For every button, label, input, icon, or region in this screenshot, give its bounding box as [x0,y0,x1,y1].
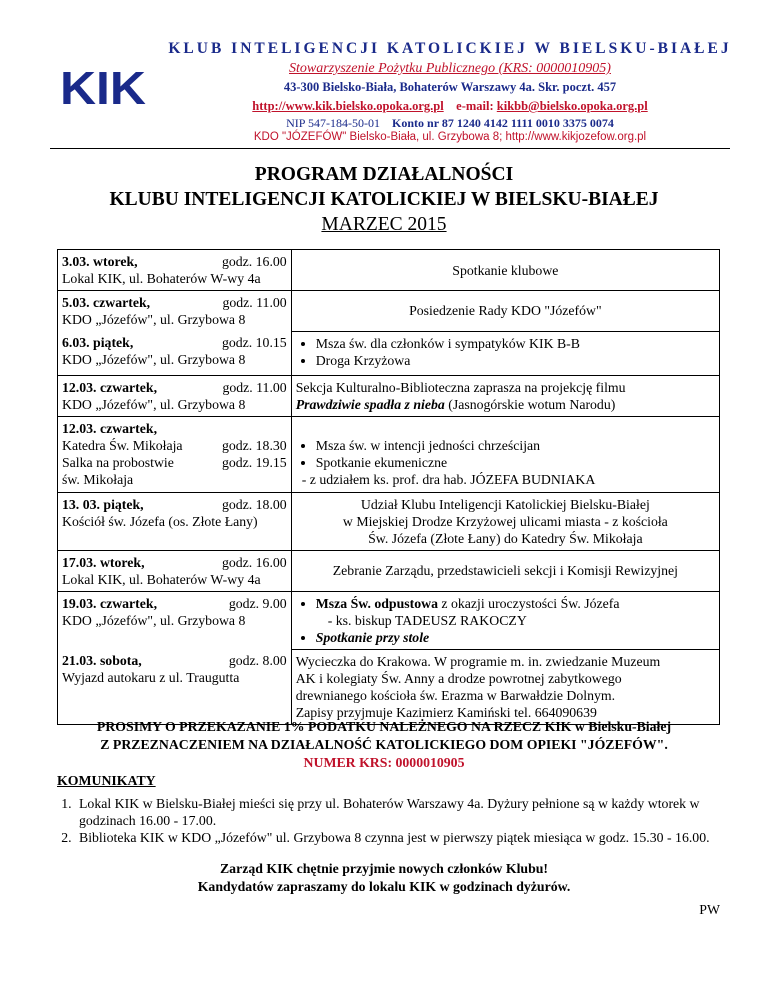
event-time: godz. 11.00 [222,379,287,395]
list-item: • Msza św. w intencji jedności chrześcijan [316,437,715,454]
schedule-when [58,550,292,591]
event-description: Św. Józefa (Złote Łany) do Katedry Św. Mikołaja [368,530,643,546]
event-description: w Miejskiej Drodze Krzyżowej ulicami miasta - z kościoła [342,513,668,529]
event-description: Sekcja Kulturalno-Biblioteczna zaprasza na projekcję filmu [295,379,626,395]
schedule-what: Zebranie Zarządu, przedstawicieli sekcji i Komisji Rewizyjnej [291,550,719,591]
schedule-what [291,375,719,416]
invitation-line: Zarząd KIK chętnie przyjmie nowych członków Klubu! [219,861,549,876]
table-row [58,375,720,416]
program-month: MARZEC 2015 [321,214,447,235]
event-time: godz. 16.00 [221,554,287,570]
list-item: 1. Lokal KIK w Bielsku-Białej mieści się przy ul. Bohaterów Warszawy 4a. Dyżury pełnione są w każdy wtorek w godzinach 16.00 - 17.00. [75,795,717,829]
event-date: 12.03. czwartek, [62,420,158,436]
event-description: Udział Klubu Inteligencji Katolickiej Bielsku-Białej [360,496,650,512]
event-place: Katedra Św. Mikołaja [62,437,183,453]
table-row [58,492,720,550]
event-date: 12.03. czwartek, [62,379,158,395]
invitation-line: Kandydatów zapraszamy do lokalu KIK w godzinach dyżurów. [197,879,571,894]
event-time: godz. 16.00 [221,254,287,269]
web-contact [150,99,750,114]
schedule-when [58,649,292,724]
event-date: 21.03. sobota, [62,653,142,668]
schedule-what [291,591,719,649]
schedule-when [58,492,292,550]
event-time: godz. 19.15 [221,454,287,470]
event-time: godz. 11.00 [222,295,287,310]
website-link[interactable]: http://www.kik.bielsko.opoka.org.pl [252,99,444,113]
organization-status: Stowarzyszenie Pożytku Publicznego (KRS: 0000010905) [289,61,611,76]
table-row [58,291,720,332]
event-place: Wyjazd autokaru z ul. Traugutta [62,670,240,685]
event-highlight: Msza Św. odpustowa [315,595,438,611]
event-place: KDO „Józefów", ul. Grzybowa 8 [62,396,246,412]
event-place: KDO „Józefów", ul. Grzybowa 8 [62,312,246,327]
program-title: PROGRAM DZIAŁALNOŚCI [254,164,514,185]
account-number: Konto nr 87 1240 4142 1111 0010 3375 0074 [392,116,614,130]
event-description: z okazji uroczystości Św. Józefa [437,595,620,611]
table-row [58,416,720,492]
schedule-when [58,416,292,492]
schedule-when [58,291,292,332]
event-date: 5.03. czwartek, [62,295,151,310]
tax-appeal-purpose: Z PRZEZNACZENIEM NA DZIAŁALNOŚĆ KATOLICKIEGO DOM OPIEKI "JÓZEFÓW". [100,737,668,752]
event-date: 13. 03. piątek, [62,496,144,512]
event-time: godz. 10.15 [221,335,287,350]
schedule-when [58,250,292,291]
email-link[interactable]: kikbb@bielsko.opoka.org.pl [496,99,648,113]
schedule-table [57,249,720,725]
list-item [316,629,715,646]
schedule-what [291,492,719,550]
schedule-when [58,331,292,375]
film-title: Prawdziwie spadła z nieba [295,396,445,412]
event-date: 17.03. wtorek, [62,554,145,570]
event-time: godz. 18.00 [221,496,287,512]
event-place: Kościół św. Józefa (os. Złote Łany) [62,513,258,529]
schedule-what [291,649,719,724]
event-highlight: Spotkanie przy stole [315,629,430,645]
address: 43-300 Bielsko-Biała, Bohaterów Warszawy 4a. Skr. poczt. 457 [283,80,617,94]
program-subtitle: KLUBU INTELIGENCJI KATOLICKIEJ W BIELSKU-BIAŁEJ [109,189,659,210]
event-place: Lokal KIK, ul. Bohaterów W-wy 4a [62,571,261,587]
list-item: • Msza św. dla członków i sympatyków KIK B-B [316,335,715,352]
table-row [58,550,720,591]
event-time: godz. 18.30 [221,437,287,453]
email-label: e-mail: [456,99,497,113]
header-divider [50,148,730,149]
list-item [316,595,715,629]
event-description: AK i kolegiaty Św. Anny a drodze powrotnej zabytkowego [295,670,622,686]
list-item: • Spotkanie ekumeniczne [316,454,715,471]
krs-number: NUMER KRS: 0000010905 [303,755,465,770]
kik-logo [60,66,146,106]
event-description: drewnianego kościoła św. Erazma w Barwałdzie Dolnym. [295,687,616,703]
schedule-what [291,331,719,375]
kdo-contact: KDO "JÓZEFÓW" Bielsko-Biała, ul. Grzybowa 8; http://www.kikjozefow.org.pl [253,131,647,143]
schedule-when [58,375,292,416]
event-description: Wycieczka do Krakowa. W programie m. in. zwiedzanie Muzeum [295,653,661,669]
club-name: KLUB INTELIGENCJI KATOLICKIEJ W BIELSKU-BIAŁEJ [168,40,732,57]
event-time: godz. 9.00 [228,595,287,611]
table-row [58,250,720,291]
event-place: KDO „Józefów", ul. Grzybowa 8 [62,612,246,628]
author-initials: PW [699,902,720,917]
event-note: - ks. biskup TADEUSZ RAKOCZY [327,612,527,628]
schedule-what: Posiedzenie Rady KDO "Józefów" [291,291,719,332]
event-date: 19.03. czwartek, [62,595,158,611]
event-place: Salka na probostwie [62,454,174,470]
nip-number: NIP 547-184-50-01 [286,116,381,130]
letterhead [0,0,768,150]
event-place: KDO „Józefów", ul. Grzybowa 8 [62,352,246,367]
event-description: Zapisy przyjmuje Kazimierz Kamiński tel. 664090639 [295,704,597,720]
table-row [58,649,720,724]
table-row [58,591,720,649]
schedule-what [291,416,719,492]
list-item: 2. Biblioteka KIK w KDO „Józefów" ul. Grzybowa 8 czynna jest w pierwszy piątek miesiąca w godz. 15.30 - 16.00. [75,829,717,846]
list-item: • Droga Krzyżowa [316,352,715,369]
kik-logo-text: KIK [60,66,146,106]
event-date: 6.03. piątek, [62,335,134,350]
event-time: godz. 8.00 [228,653,287,668]
event-place: Lokal KIK, ul. Bohaterów W-wy 4a [62,271,261,286]
schedule-when [58,591,292,649]
film-subtitle: (Jasnogórskie wotum Narodu) [444,396,616,412]
tax-appeal: PROSIMY O PRZEKAZANIE 1% PODATKU NALEŻNEGO NA RZECZ KIK w Bielsku-Białej [96,719,672,734]
event-place: św. Mikołaja [62,471,134,487]
schedule-what: Spotkanie klubowe [291,250,719,291]
announcements-heading: KOMUNIKATY [57,773,156,788]
event-note: - z udziałem ks. prof. dra hab. JÓZEFA BUDNIAKA [301,471,596,487]
bank-info [150,116,750,131]
table-row [58,331,720,375]
announcements-list [57,795,717,846]
event-date: 3.03. wtorek, [62,254,138,269]
